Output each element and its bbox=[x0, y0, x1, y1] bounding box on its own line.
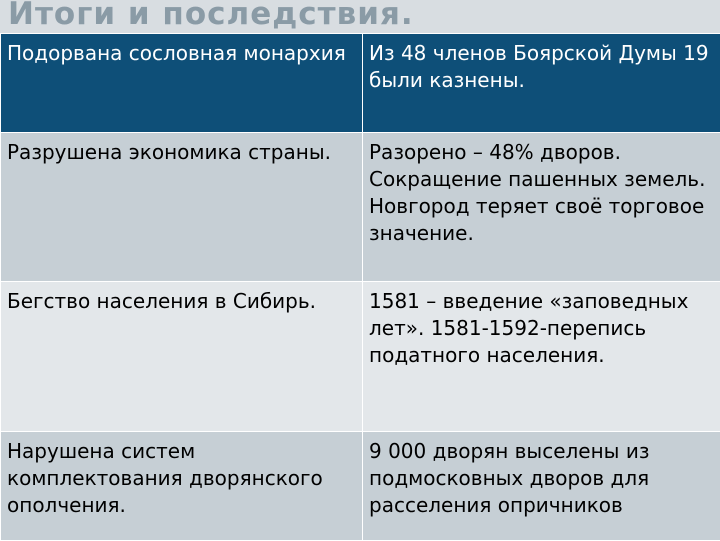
detail-cell: 9 000 дворян выселены из подмосковных дворов для расселения опричников bbox=[363, 432, 720, 541]
detail-cell: 1581 – введение «заповедных лет». 1581-1592-перепись податного населения. bbox=[363, 282, 720, 432]
table-row bbox=[1, 282, 720, 432]
cause-cell: Разрушена экономика страны. bbox=[1, 133, 363, 282]
cause-cell: Подорвана сословная монархия bbox=[1, 34, 363, 133]
table-row bbox=[1, 133, 720, 282]
results-table bbox=[0, 33, 720, 541]
cause-cell: Нарушена систем комплектования дворянского ополчения. bbox=[1, 432, 363, 541]
table-row bbox=[1, 432, 720, 541]
cause-cell: Бегство населения в Сибирь. bbox=[1, 282, 363, 432]
page-title: Итоги и последствия. bbox=[8, 0, 414, 32]
detail-cell: Из 48 членов Боярской Думы 19 были казнены. bbox=[363, 34, 720, 133]
table-row bbox=[1, 34, 720, 133]
detail-cell: Разорено – 48% дворов. Сокращение пашенных земель. Новгород теряет своё торговое значение. bbox=[363, 133, 720, 282]
